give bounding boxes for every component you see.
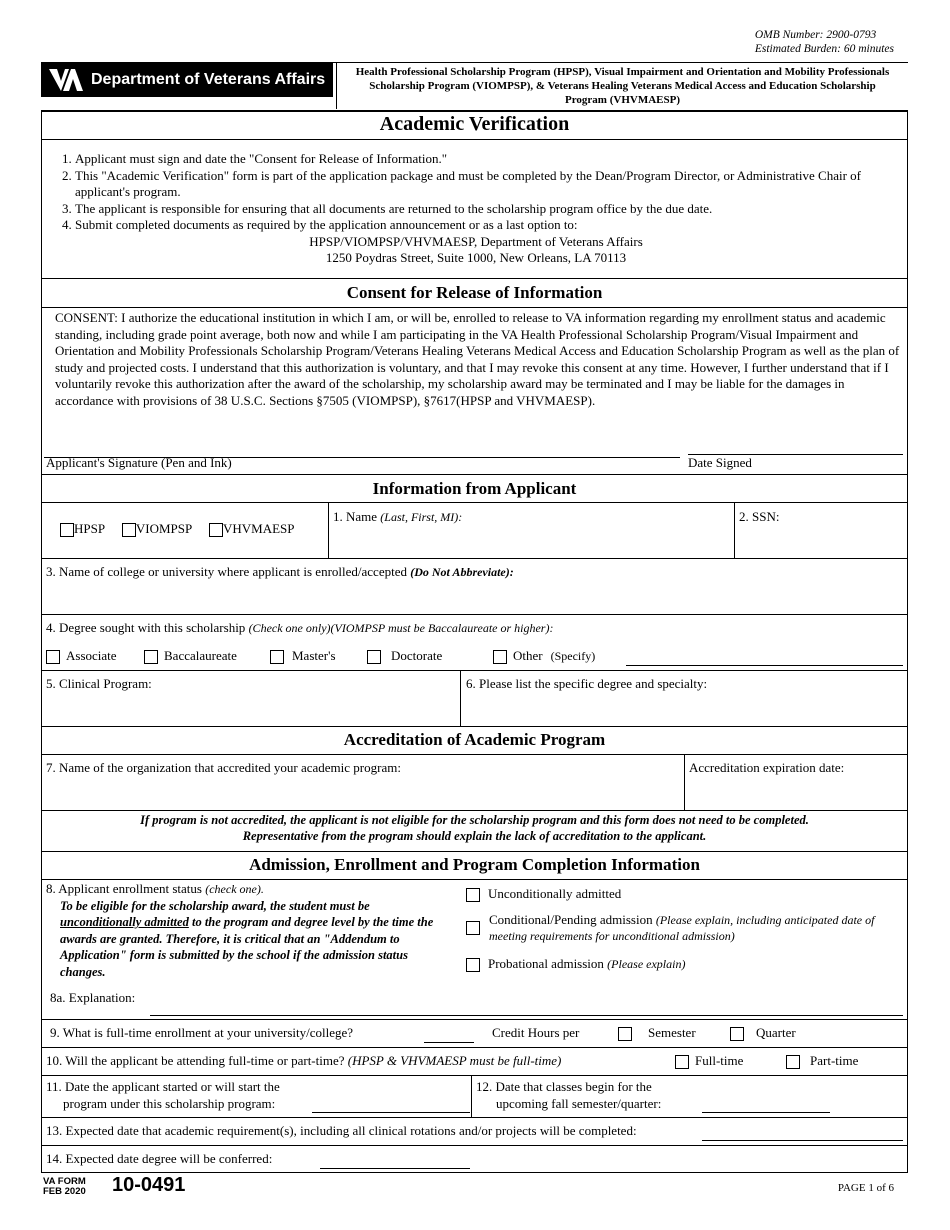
conditional-checkbox[interactable]: [466, 921, 480, 935]
probational-checkbox[interactable]: [466, 958, 480, 972]
fall-start-date-field[interactable]: [702, 1095, 830, 1112]
instruction-item: 4. Submit completed documents as required by the application announcement or as a last option to:: [75, 217, 909, 234]
college-hint: (Do Not Abbreviate):: [410, 565, 514, 579]
eligibility-underlined: unconditionally admitted: [60, 915, 189, 929]
specify-label: (Specify): [550, 649, 596, 663]
other-specify-field[interactable]: [626, 648, 903, 665]
degree-label-text: 4. Degree sought with this scholarship: [46, 620, 246, 635]
unconditional-option: [466, 886, 621, 903]
page-number: PAGE 1 of 6: [837, 1182, 894, 1194]
form-number: 10-0491: [112, 1174, 186, 1196]
credit-hours-field[interactable]: [424, 1025, 474, 1042]
q10-hint: (HPSP & VHVMAESP must be full-time): [347, 1053, 562, 1068]
specialty-field[interactable]: [466, 694, 902, 722]
ssn-field[interactable]: [739, 526, 904, 554]
date-signed-label: Date Signed: [688, 455, 752, 470]
form-id: [43, 1177, 86, 1197]
clinical-program-label: 5. Clinical Program:: [46, 676, 152, 691]
conferral-date-field[interactable]: [320, 1151, 470, 1168]
q14-label: 14. Expected date degree will be conferred:: [46, 1151, 273, 1166]
q11-line: 11. Date the applicant started or will start the: [46, 1079, 280, 1094]
completion-date-field[interactable]: [702, 1123, 903, 1140]
semester-label: Semester: [648, 1025, 696, 1040]
credit-hours-label: Credit Hours per: [492, 1025, 580, 1040]
q11-label: [46, 1079, 280, 1112]
accreditation-note: [41, 812, 908, 844]
viompsp-checkbox[interactable]: [122, 523, 136, 537]
enrollment-status-block: [46, 881, 451, 980]
consent-text: CONSENT: I authorize the educational institution in which I am, or will be, enrolled to release to VA information regarding my enrollment status and academic standing, including grade point average, both now and while I am participating in the VA Health Professional Scholarship Program/Visual Impairment and Orientation and Mobility Professionals Scholarship Program/Veterans Healing Veterans Medical Access and Education Scholarship Program as well as the plan of study and projected costs. I understand that this authorization is voluntary, and that I may revoke this consent at any time. However, I further understand that if I voluntarily revoke this authorization after the award of the scholarship, my scholarship award may be terminated and I may be liable for the damages in accordance with provisions of 38 U.S.C. Sections §7505 (VIOMPSP), §7617(HPSP and VHVMAESP).: [55, 310, 900, 408]
other-label: Other: [513, 648, 543, 663]
doctorate-checkbox[interactable]: [367, 650, 381, 664]
fulltime-checkbox[interactable]: [675, 1055, 689, 1069]
quarter-checkbox[interactable]: [730, 1027, 744, 1041]
probational-option: [466, 956, 685, 973]
eligibility-note: [46, 898, 451, 981]
q10-text: 10. Will the applicant be attending full-time or part-time?: [46, 1053, 345, 1068]
hpsp-checkbox[interactable]: [60, 523, 74, 537]
degree-hint: (Check one only)(VIOMPSP must be Baccalaureate or higher):: [248, 621, 554, 635]
conditional-option: [466, 912, 906, 944]
q9-label: 9. What is full-time enrollment at your university/college?: [50, 1025, 354, 1040]
expiration-label: Accreditation expiration date:: [689, 760, 845, 775]
accreditor-field[interactable]: [46, 778, 678, 806]
probational-hint: (Please explain): [607, 957, 686, 971]
parttime-checkbox[interactable]: [786, 1055, 800, 1069]
va-seal-icon: [47, 67, 83, 93]
q12-line: 12. Date that classes begin for the: [476, 1079, 652, 1094]
viompsp-label: VIOMPSP: [135, 521, 192, 536]
expiration-field[interactable]: [689, 778, 902, 806]
eligibility-text: To be eligible for the scholarship award, the student must be: [60, 898, 370, 913]
clinical-program-field[interactable]: [46, 694, 454, 722]
probational-label: Probational admission: [488, 956, 604, 971]
college-label-text: 3. Name of college or university where applicant is enrolled/accepted: [46, 564, 407, 579]
form-date: FEB 2020: [43, 1186, 86, 1197]
explanation-field[interactable]: [150, 994, 903, 1014]
eligibility-text: to the program and degree level by the time the awards are granted. Therefore, it is critical that an "Addendum to Application" form is submitted by the school if the admission status changes.: [60, 915, 434, 979]
form-label: VA FORM: [43, 1176, 86, 1187]
instruction-item: 2. This "Academic Verification" form is part of the application package and must be completed by the Dean/Program Director, or Administrative Chair of applicant's program.: [75, 168, 909, 201]
accreditation-note-line: If program is not accredited, the applicant is not eligible for the scholarship program and this form does not need to be completed.: [140, 813, 809, 827]
unconditional-label: Unconditionally admitted: [488, 886, 622, 901]
program-names: Health Professional Scholarship Program (HPSP), Visual Impairment and Orientation and Mobility Professionals Scholarship Program (VIOMPSP), & Veterans Healing Veterans Medical Access and Education Scholarship Program (VHVMAESP): [336, 62, 908, 109]
hpsp-label: HPSP: [74, 521, 105, 536]
consent-heading: Consent for Release of Information: [346, 283, 603, 302]
parttime-label: Part-time: [810, 1053, 859, 1068]
applicant-heading: Information from Applicant: [372, 479, 577, 498]
agency-name: Department of Veterans Affairs: [91, 70, 326, 88]
unconditional-checkbox[interactable]: [466, 888, 480, 902]
baccalaureate-checkbox[interactable]: [144, 650, 158, 664]
conditional-label: Conditional/Pending admission: [489, 912, 653, 927]
associate-checkbox[interactable]: [46, 650, 60, 664]
accreditor-label: 7. Name of the organization that accredited your academic program:: [46, 760, 401, 775]
name-field[interactable]: [333, 526, 728, 554]
associate-label: Associate: [66, 648, 117, 663]
mailing-address-line: 1250 Poydras Street, Suite 1000, New Orleans, LA 70113: [325, 250, 627, 265]
name-hint: (Last, First, MI):: [380, 510, 463, 524]
accreditation-note-line: Representative from the program should explain the lack of accreditation to the applicant.: [242, 829, 707, 843]
signature-field[interactable]: [44, 440, 680, 457]
omb-number: OMB Number: 2900-0793: [754, 29, 877, 41]
q11-line: program under this scholarship program:: [63, 1095, 276, 1111]
instructions: [43, 151, 909, 267]
page-title: Academic Verification: [379, 113, 570, 135]
q13-label: 13. Expected date that academic requirement(s), including all clinical rotations and/or projects will be completed:: [46, 1123, 637, 1138]
q10-label: [46, 1053, 561, 1070]
enrollment-status-hint: (check one).: [205, 882, 264, 896]
omb-info: [755, 28, 894, 56]
program-checkboxes: [60, 521, 295, 538]
semester-checkbox[interactable]: [618, 1027, 632, 1041]
vhvmaesp-checkbox[interactable]: [209, 523, 223, 537]
enrollment-status-label: 8. Applicant enrollment status: [46, 881, 202, 896]
instruction-item: 1. Applicant must sign and date the "Consent for Release of Information.": [75, 151, 909, 168]
date-signed-field[interactable]: [688, 437, 903, 454]
doctorate-label: Doctorate: [391, 648, 443, 663]
mailing-address-line: HPSP/VIOMPSP/VHVMAESP, Department of Veterans Affairs: [309, 233, 643, 249]
va-logo: [41, 62, 333, 97]
name-label-text: 1. Name: [333, 509, 378, 524]
signature-label: Applicant's Signature (Pen and Ink): [46, 455, 232, 470]
degree-label: [46, 620, 553, 637]
college-label: [46, 564, 514, 581]
admission-heading: Admission, Enrollment and Program Completion Information: [249, 855, 700, 874]
college-field[interactable]: [46, 582, 901, 610]
name-label: [333, 509, 462, 526]
specialty-label: 6. Please list the specific degree and specialty:: [466, 676, 708, 691]
explanation-label: 8a. Explanation:: [50, 990, 136, 1005]
other-checkbox[interactable]: [493, 650, 507, 664]
conditional-hint: (Please explain, including anticipated date of meeting requirements for unconditional admission): [489, 913, 875, 943]
accreditation-heading: Accreditation of Academic Program: [343, 730, 606, 749]
masters-label: Master's: [292, 648, 336, 663]
instruction-item: 3. The applicant is responsible for ensuring that all documents are returned to the scholarship program office by the due date.: [75, 201, 909, 218]
q12-line: upcoming fall semester/quarter:: [496, 1095, 662, 1111]
degree-options: [46, 648, 117, 665]
quarter-label: Quarter: [756, 1025, 796, 1040]
fulltime-label: Full-time: [695, 1053, 744, 1068]
baccalaureate-label: Baccalaureate: [164, 648, 237, 663]
start-date-field[interactable]: [312, 1095, 470, 1112]
vhvmaesp-label: VHVMAESP: [222, 521, 295, 536]
estimated-burden: Estimated Burden: 60 minutes: [754, 43, 894, 55]
q12-label: [476, 1079, 661, 1112]
masters-checkbox[interactable]: [270, 650, 284, 664]
ssn-label: 2. SSN:: [739, 509, 780, 524]
